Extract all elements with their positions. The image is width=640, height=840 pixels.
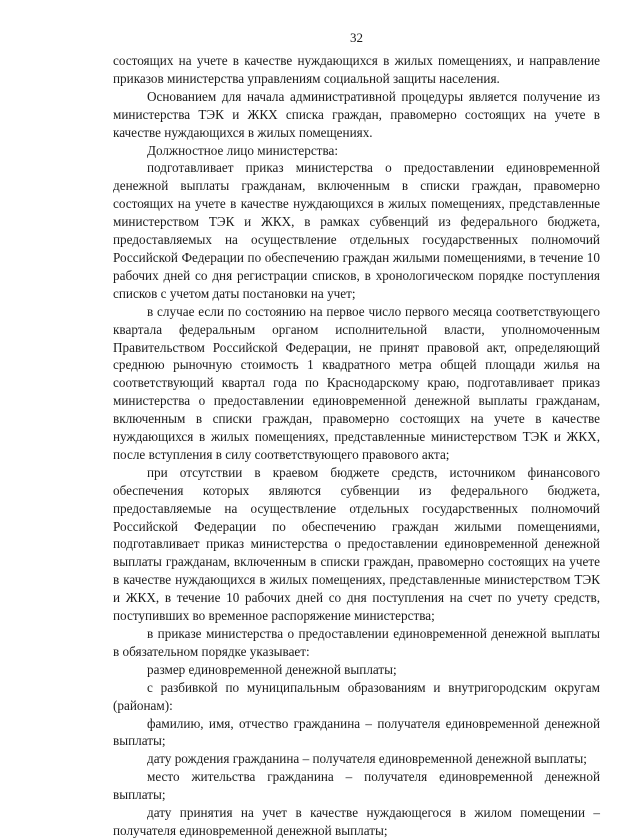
paragraph: Основанием для начала административной процедуры является получение из министерства ТЭК и ЖКХ списка граждан, правомерно состоящих на учете в качестве нуждающихся в жилых помещениях. — [113, 88, 600, 140]
paragraph: дату принятия на учет в качестве нуждающегося в жилом помещении – получателя единовременной денежной выплаты; — [113, 805, 600, 838]
paragraph: в приказе министерства о предоставлении единовременной денежной выплаты в обязательном порядке указывает: — [113, 626, 600, 659]
page-number: 32 — [350, 30, 363, 45]
document-body — [113, 52, 600, 840]
paragraph: размер единовременной денежной выплаты; — [147, 661, 397, 677]
paragraph: состоящих на учете в качестве нуждающихся в жилых помещениях, и направление приказов министерства управлениям социальной защиты населения. — [113, 53, 600, 86]
paragraph: место жительства гражданина – получателя единовременной денежной выплаты; — [113, 769, 600, 803]
paragraph: при отсутствии в краевом бюджете средств, источником финансового обеспечения которых являются субвенции из федерального бюджета, предоставляемые на осуществление отдельных государственных полномочий Российской Федерации по обеспечению граждан жилыми помещениями, подготавливает приказ министерства о предоставлении единовременной денежной выплаты гражданам, включенным в списки граждан, правомерно состоящих на учете в качестве нуждающихся в жилых помещениях, представленные министерством ТЭК и ЖКХ, в течение 10 рабочих дней со дня поступления на счет по учету средств, поступивших во временное распоряжение министерства; — [113, 464, 600, 624]
paragraph: в случае если по состоянию на первое число первого месяца соответствующего квартала федеральным органом исполнительной власти, уполномоченным Правительством Российской Федерации, не принят правовой акт, определяющий среднюю рыночную стоимость 1 квадратного метра общей площади жилья на соответствующий квартал года по Краснодарскому краю, подготавливает приказ министерства о предоставлении единовременной денежной выплаты гражданам, включенным в списки граждан, правомерно состоящих на учете в качестве нуждающихся в жилых помещениях, представленные министерством ТЭК и ЖКХ, после вступления в силу соответствующего правового акта; — [113, 303, 600, 462]
paragraph: фамилию, имя, отчество гражданина – получателя единовременной денежной выплаты; — [113, 715, 600, 749]
paragraph: подготавливает приказ министерства о предоставлении единовременной денежной выплаты гражданам, включенным в списки граждан, правомерно состоящих на учете в качестве нуждающихся в жилых помещениях, представленные министерством ТЭК и ЖКХ, в рамках субвенций из федерального бюджета, предоставляемых на осуществление отдельных государственных полномочий Российской Федерации по обеспечению граждан жилыми помещениями, в течение 10 рабочих дней со дня регистрации списков, в хронологическом порядке поступления списков с учетом даты постановки на учет; — [113, 160, 600, 301]
paragraph: Должностное лицо министерства: — [147, 142, 339, 158]
paragraph: дату рождения гражданина – получателя единовременной денежной выплаты; — [147, 751, 587, 767]
paragraph: с разбивкой по муниципальным образованиям и внутригородским округам (районам): — [113, 679, 600, 713]
